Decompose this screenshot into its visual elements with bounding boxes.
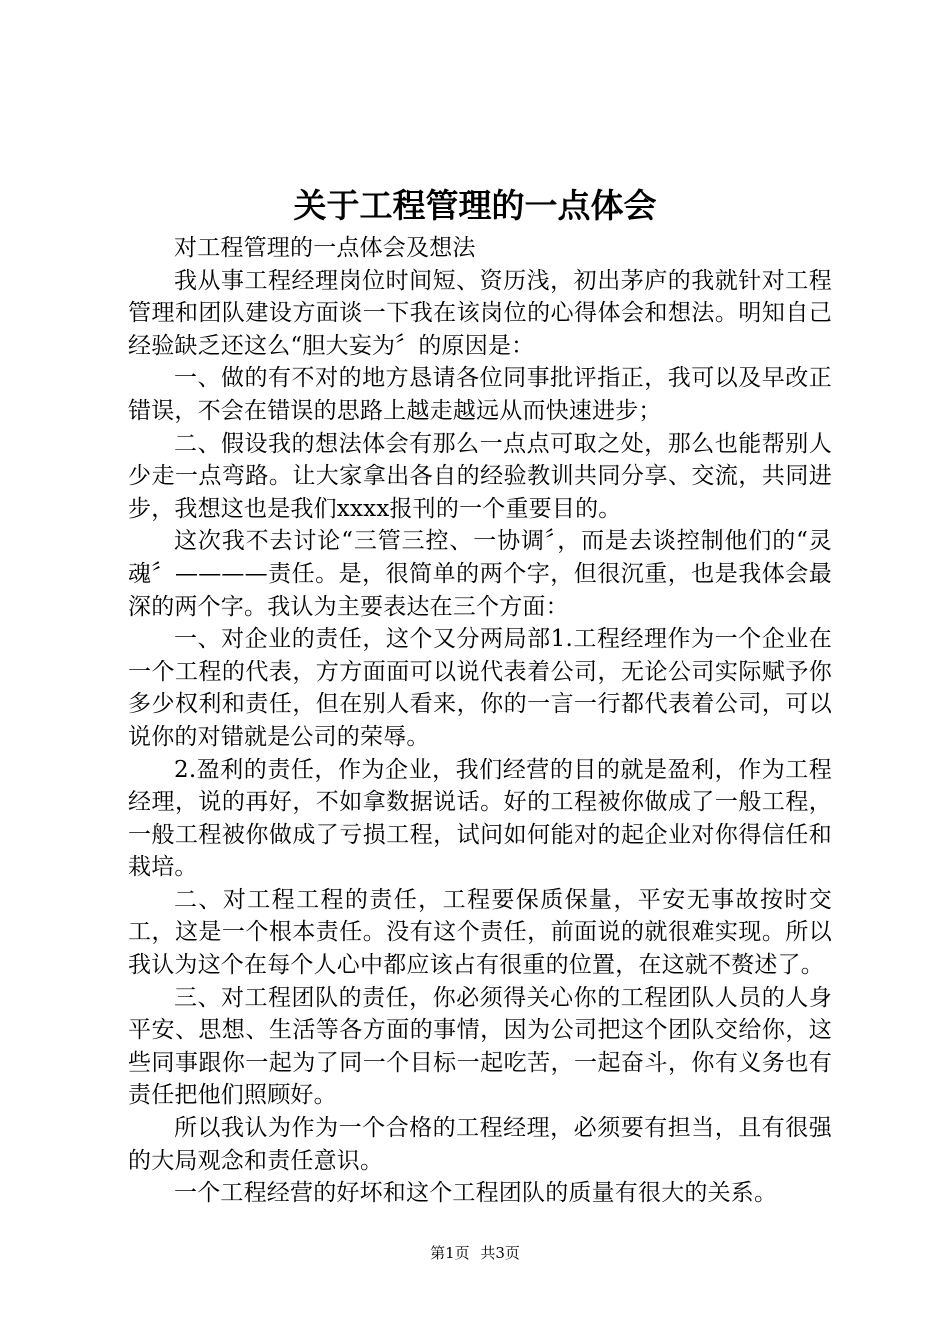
paragraph-enterprise-responsibility: 一、对企业的责任，这个又分两局部1.工程经理作为一个企业在一个工程的代表，方方面面可以说代表着公司，无论公司实际赋予你多少权利和责任，但在别人看来，你的一言一行都代表着公司，可以说你的对错就是公司的荣辱。 [128,626,832,750]
page-total: 共3页 [480,1244,520,1262]
page-number: 第1页 [430,1244,470,1262]
paragraph-reason-two: 二、假设我的想法体会有那么一点点可取之处，那么也能帮别人少走一点弯路。让大家拿出各自的经验教训共同分享、交流，共同进步，我想这也是我们xxxx报刊的一个重要目的。 [128,430,832,522]
page-footer [0,1243,950,1263]
paragraph-subtitle: 对工程管理的一点体会及想法 [174,235,476,261]
paragraph-project-responsibility: 二、对工程工程的责任，工程要保质保量，平安无事故按时交工，这是一个根本责任。没有这个责任，前面说的就很难实现。所以我认为这个在每个人心中都应该占有很重的位置，在这就不赘述了。 [128,886,832,979]
paragraph-responsibility: 这次我不去讨论“三管三控、一协调〞，而是去谈控制他们的“灵魂〞————责任。是，很简单的两个字，但很沉重，也是我体会最深的两个字。我认为主要表达在三个方面： [128,528,832,620]
paragraph-intro: 我从事工程经理岗位时间短、资历浅，初出茅庐的我就针对工程管理和团队建设方面谈一下我在该岗位的心得体会和想法。明知自己经验缺乏还这么“胆大妄为〞的原因是： [128,267,832,359]
paragraph-conclusion: 所以我认为作为一个合格的工程经理，必须要有担当，且有很强的大局观念和责任意识。 [128,1115,832,1174]
paragraph-reason-one: 一、做的有不对的地方恳请各位同事批评指正，我可以及早改正错误，不会在错误的思路上越走越远从而快速进步； [128,365,832,424]
document-body [128,232,832,1210]
paragraph-team-responsibility: 三、对工程团队的责任，你必须得关心你的工程团队人员的人身平安、思想、生活等各方面的事情，因为公司把这个团队交给你，这些同事跟你一起为了同一个目标一起吃苦，一起奋斗，你有义务也有责任把他们照顾好。 [128,984,832,1109]
paragraph-profit-responsibility: 2.盈利的责任，作为企业，我们经营的目的就是盈利，作为工程经理，说的再好，不如拿数据说话。好的工程被你做成了一般工程，一般工程被你做成了亏损工程，试问如何能对的起企业对你得信任和栽培。 [128,756,832,881]
paragraph-closing: 一个工程经营的好坏和这个工程团队的质量有很大的关系。 [174,1180,778,1207]
document-title: 关于工程管理的一点体会 [293,186,657,225]
